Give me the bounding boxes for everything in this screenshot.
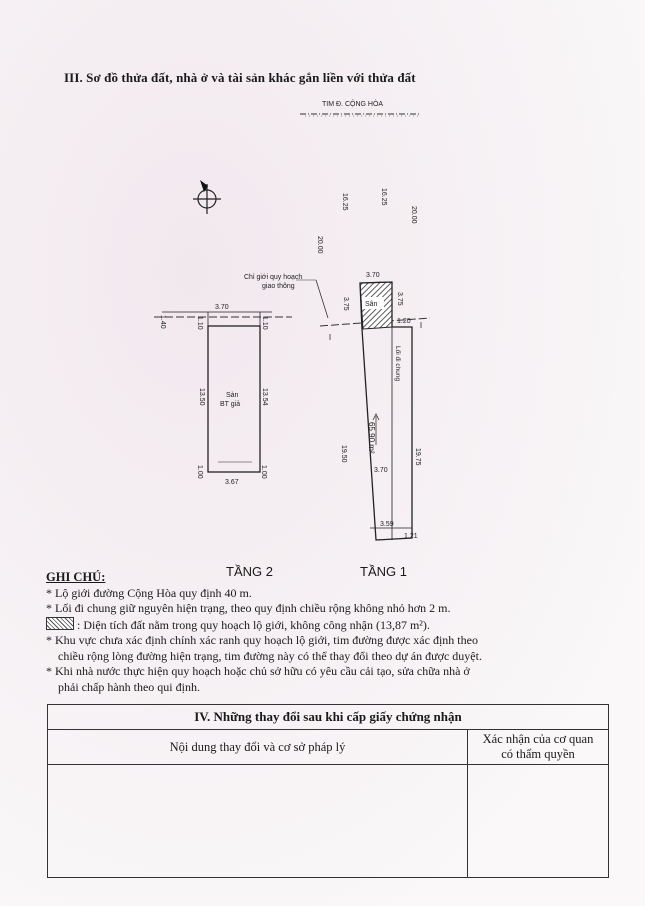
offset-20-right: 20.00 <box>410 206 417 224</box>
f2-left-bottom: 1.00 <box>196 465 203 479</box>
offset-1625-right: 16.25 <box>380 188 387 206</box>
authority-cell <box>468 765 609 878</box>
f1-left-length: 19.50 <box>340 445 347 463</box>
road-label: TIM Đ. CỘNG HÒA <box>322 101 384 108</box>
north-arrow-icon <box>193 180 221 214</box>
col-change-content: Nội dung thay đổi và cơ sở pháp lý <box>48 730 468 765</box>
floor-2-label: TẦNG 2 <box>226 564 273 579</box>
f1-right-top: 3.75 <box>396 292 403 306</box>
f1-hatch-label: Sân <box>365 301 378 308</box>
f2-left-top: 1.40 <box>159 315 166 329</box>
offset-1625-left: 16.25 <box>341 193 348 211</box>
f1-mid-width: 3.70 <box>374 467 388 474</box>
f1-top-width: 3.70 <box>366 272 380 279</box>
notes-title: GHI CHÚ: <box>46 570 106 584</box>
col-authority-confirmation <box>468 730 609 765</box>
f2-left-offset: 1.10 <box>196 316 203 330</box>
f2-right-length: 13.54 <box>261 388 268 406</box>
note-renovation-a: * Khi nhà nước thực hiện quy hoạch hoặc chủ sở hữu có yêu cầu cải tạo, sửa chữa nhà ở <box>46 664 470 678</box>
note-renovation-b: phải chấp hành theo qui định. <box>58 679 200 694</box>
notes-section <box>46 570 606 695</box>
section-4-title: IV. Những thay đổi sau khi cấp giấy chứng nhận <box>48 705 609 730</box>
floor-1-label: TẦNG 1 <box>360 564 407 579</box>
f2-left-length: 13.50 <box>198 388 205 406</box>
note-shared-lane: * Lối đi chung giữ nguyên hiện trạng, theo quy định chiều rộng không nhỏ hơn 2 m. <box>46 601 451 615</box>
boundary-label-1: Chỉ giới quy hoạch <box>244 274 303 281</box>
f1-left-top: 3.75 <box>342 297 349 311</box>
note-hatched-area <box>46 617 606 634</box>
col-right-line-1: Xác nhận của cơ quan <box>482 732 594 746</box>
section-3-title: III. Sơ đồ thửa đất, nhà ở và tài sản khác gắn liền với thửa đất <box>64 70 416 85</box>
f2-room-name: Sàn <box>226 392 239 399</box>
col-right-line-2: có thẩm quyền <box>501 747 575 761</box>
f1-bottom-right: 1.21 <box>404 533 418 540</box>
change-content-cell <box>48 765 468 878</box>
f2-top-width: 3.70 <box>215 304 229 311</box>
floor-2-plan <box>162 312 272 472</box>
note-boundary-a: * Khu vực chưa xác định chính xác ranh quy hoạch lộ giới, tim đường được xác định theo <box>46 633 478 647</box>
f2-room-sub: BT giả <box>220 401 241 408</box>
f1-bottom-width: 3.59 <box>380 521 394 528</box>
note-boundary-b: chiều rộng lòng đường hiện trạng, tim đường này có thể thay đổi theo dự án được duyệt. <box>58 648 482 663</box>
f2-right-bottom: 1.00 <box>260 465 267 479</box>
f2-bottom-width: 3.67 <box>225 479 239 486</box>
f1-right-step: 1.20 <box>397 318 411 325</box>
changes-table <box>47 704 609 878</box>
note-hatched-text: : Diện tích đất nằm trong quy hoạch lộ giới, không công nhận (13,87 m²). <box>77 617 430 632</box>
f2-right-offset: 1.10 <box>261 316 268 330</box>
hatch-swatch-icon <box>46 617 74 630</box>
f1-area: 65.90 m² <box>367 422 376 454</box>
boundary-label-2: giao thông <box>262 283 295 290</box>
f1-right-length: 19.75 <box>414 448 421 466</box>
note-road-width: * Lộ giới đường Cộng Hòa quy định 40 m. <box>46 585 252 600</box>
f1-lane-label: Lối đi chung <box>394 346 401 382</box>
offset-20-left: 20.00 <box>316 236 323 254</box>
boundary-curve <box>316 280 328 318</box>
